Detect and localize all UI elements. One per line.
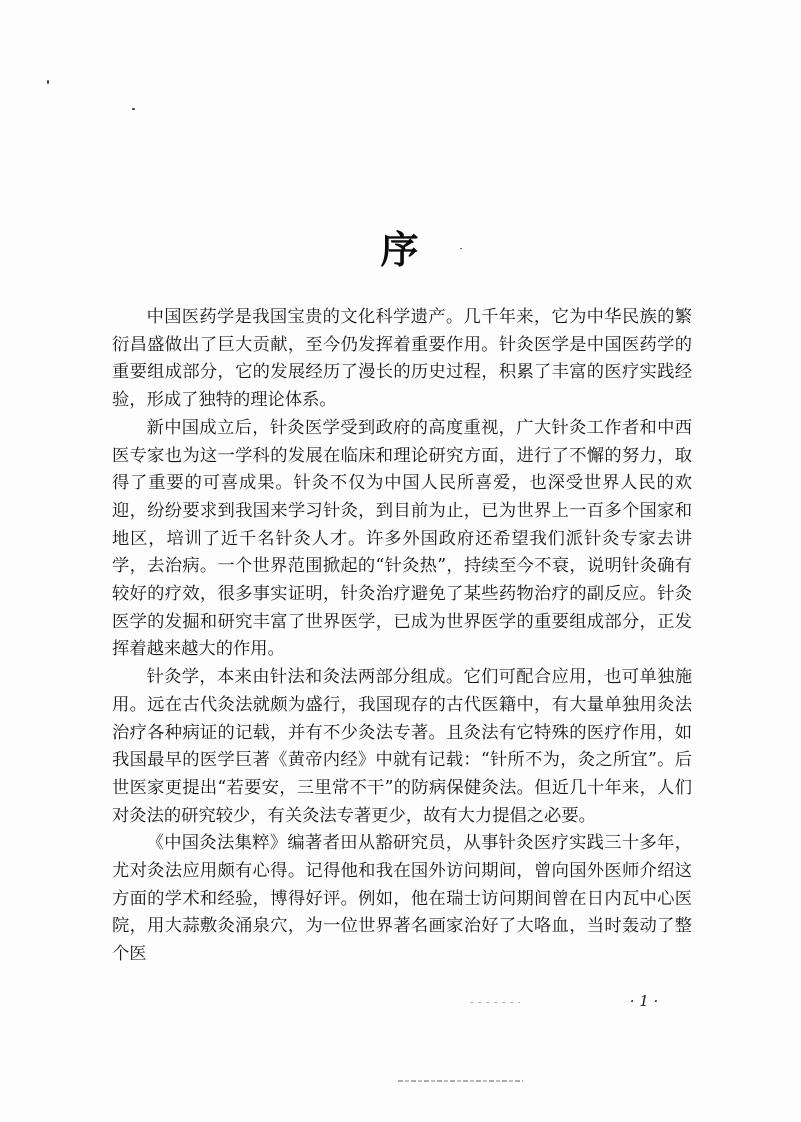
scan-artifact bbox=[398, 1080, 523, 1082]
paragraph: 《中国灸法集粹》编著者田从豁研究员，从事针灸医疗实践三十多年，尤对灸法应用颇有心得。记得他和我在国外访问期间，曾向国外医师介绍这方面的学术和经验，博得好评。例如，他在瑞士访问期间曾在日内瓦中心医院，用大蒜敷灸涌泉穴，为一位世界著名画家治好了大咯血，当时轰动了整个医 bbox=[112, 833, 692, 965]
page-number: · 1 · bbox=[629, 992, 659, 1010]
paragraph: 新中国成立后，针灸医学受到政府的高度重视，广大针灸工作者和中西医专家也为这一学科的发展在临床和理论研究方面，进行了不懈的努力，取得了重要的可喜成果。针灸不仅为中国人民所喜爱，也深受世界人民的欢迎，纷纷要求到我国来学习针灸，到目前为止，已为世界上一百多个国家和地区，培训了近千名针灸人才。许多外国政府还希望我们派针灸专家去讲学，去治病。一个世界范围掀起的“针灸热”，持续至今不衰，说明针灸确有较好的疗效，很多事实证明，针灸治疗避免了某些药物治疗的副反应。针灸医学的发掘和研究丰富了世界医学，已成为世界医学的重要组成部分，正发挥着越来越大的作用。 bbox=[112, 417, 692, 660]
paragraph: 针灸学，本来由针法和灸法两部分组成。它们可配合应用，也可单独施用。远在古代灸法就颇为盛行，我国现存的古代医籍中，有大量单独用灸法治疗各种病证的记载，并有不少灸法专著。且灸法有它特殊的医疗作用，如我国最早的医学巨著《黄帝内经》中就有记载：“针所不为，灸之所宜”。后世医家更提出“若要安，三里常不干”的防病保健灸法。但近几十年来，人们对灸法的研究较少，有关灸法专著更少，故有大力提倡之必要。 bbox=[112, 667, 692, 826]
page-title: 序 bbox=[380, 227, 421, 272]
scan-speck bbox=[47, 80, 49, 84]
paragraph: 中国医药学是我国宝贵的文化科学遗产。几千年来，它为中华民族的繁衍昌盛做出了巨大贡献，至今仍发挥着重要作用。针灸医学是中国医药学的重要组成部分，它的发展经历了漫长的历史过程，积累了丰富的医疗实践经验，形成了独特的理论体系。 bbox=[112, 307, 692, 411]
body-text bbox=[112, 304, 692, 969]
scan-artifact bbox=[470, 1002, 520, 1003]
scan-speck bbox=[132, 108, 135, 110]
